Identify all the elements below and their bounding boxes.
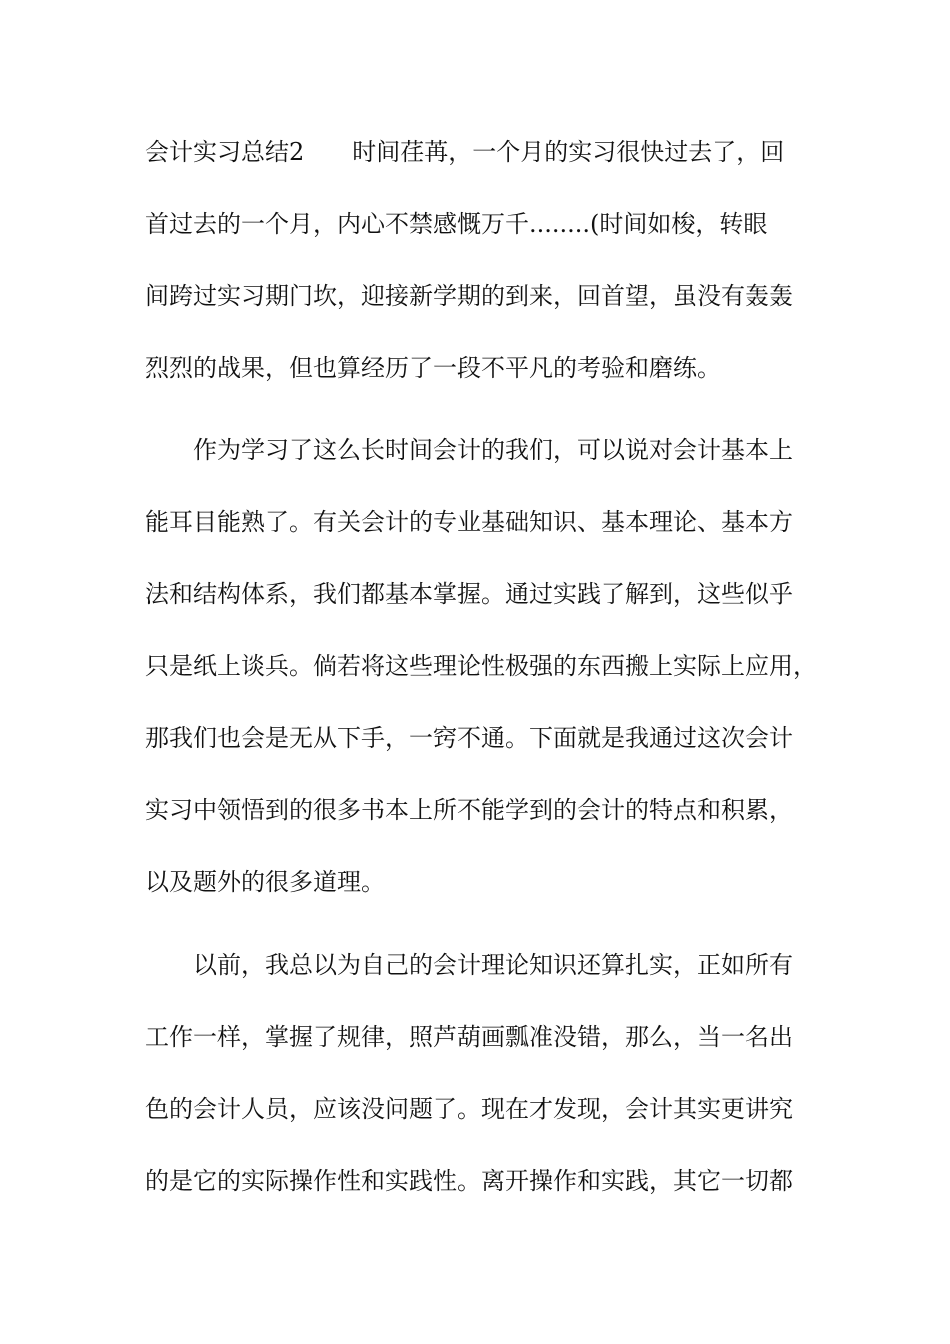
paragraph-2-line-2: 能耳目能熟了。有关会计的专业基础知识、基本理论、基本方 [145, 508, 793, 536]
paragraph-1-line-1: 会计实习总结2 时间荏苒，一个月的实习很快过去了，回 [145, 138, 785, 166]
paragraph-2-line-6: 实习中领悟到的很多书本上所不能学到的会计的特点和积累， [145, 796, 793, 824]
paragraph-2-line-4: 只是纸上谈兵。倘若将这些理论性极强的东西搬上实际上应用， [145, 652, 817, 680]
paragraph-1-line-4: 烈烈的战果，但也算经历了一段不平凡的考验和磨练。 [145, 354, 721, 382]
paragraph-3-line-1: 以前，我总以为自己的会计理论知识还算扎实，正如所有 [193, 951, 793, 979]
paragraph-3-line-2: 工作一样，掌握了规律，照芦葫画瓢准没错，那么，当一名出 [145, 1023, 793, 1051]
paragraph-1-line-3: 间跨过实习期门坎，迎接新学期的到来，回首望，虽没有轰轰 [145, 282, 793, 310]
paragraph-3-line-4: 的是它的实际操作性和实践性。离开操作和实践，其它一切都 [145, 1167, 793, 1195]
paragraph-2-line-3: 法和结构体系，我们都基本掌握。通过实践了解到，这些似乎 [145, 580, 793, 608]
paragraph-2-line-1: 作为学习了这么长时间会计的我们，可以说对会计基本上 [193, 436, 793, 464]
paragraph-2-line-5: 那我们也会是无从下手，一窍不通。下面就是我通过这次会计 [145, 724, 793, 752]
paragraph-1-line-2: 首过去的一个月，内心不禁感慨万千........(时间如梭，转眼 [145, 210, 768, 238]
paragraph-2-line-7: 以及题外的很多道理。 [145, 868, 385, 896]
paragraph-3-line-3: 色的会计人员，应该没问题了。现在才发现，会计其实更讲究 [145, 1095, 793, 1123]
